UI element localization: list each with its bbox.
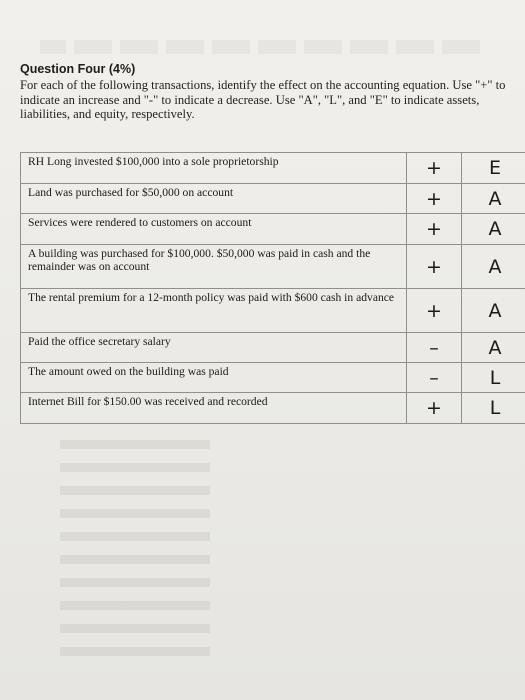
table-row xyxy=(21,184,525,214)
transaction-text: The amount owed on the building was paid xyxy=(21,363,407,393)
question-instructions: For each of the following transactions, identify the effect on the accounting equation. Use "+" to indicate an increase and "-" to indicate a decrease. Use "A", "L", and "E" to indicate assets, liabilities, and equity, respectively. xyxy=(20,78,506,121)
transaction-text: The rental premium for a 12-month policy was paid with $600 cash in advance xyxy=(21,289,407,333)
transactions-table xyxy=(20,152,525,424)
element-cell: E xyxy=(462,153,525,184)
table-row xyxy=(21,214,525,245)
element-cell: A xyxy=(462,184,525,214)
question-title: Question Four (4%) xyxy=(20,62,136,76)
transaction-text: Paid the office secretary salary xyxy=(21,333,407,363)
transaction-text: RH Long invested $100,000 into a sole proprietorship xyxy=(21,153,407,184)
table-row xyxy=(21,333,525,363)
element-cell: L xyxy=(462,393,525,424)
element-cell: A xyxy=(462,289,525,333)
effect-cell: + xyxy=(407,245,462,289)
element-cell: A xyxy=(462,245,525,289)
effect-cell: + xyxy=(407,184,462,214)
element-cell: A xyxy=(462,214,525,245)
table-row xyxy=(21,289,525,333)
transaction-text: A building was purchased for $100,000. $50,000 was paid in cash and the remainder was on account xyxy=(21,245,407,289)
effect-cell: – xyxy=(407,333,462,363)
transaction-text: Services were rendered to customers on account xyxy=(21,214,407,245)
element-cell: L xyxy=(462,363,525,393)
transaction-text: Internet Bill for $150.00 was received and recorded xyxy=(21,393,407,424)
table-row xyxy=(21,363,525,393)
element-cell: A xyxy=(462,333,525,363)
table-row xyxy=(21,245,525,289)
effect-cell: – xyxy=(407,363,462,393)
effect-cell: + xyxy=(407,214,462,245)
bleed-through-list xyxy=(60,440,210,670)
transaction-text: Land was purchased for $50,000 on account xyxy=(21,184,407,214)
effect-cell: + xyxy=(407,393,462,424)
effect-cell: + xyxy=(407,153,462,184)
bleed-through-band xyxy=(40,40,480,54)
effect-cell: + xyxy=(407,289,462,333)
table-row xyxy=(21,153,525,184)
table-row xyxy=(21,393,525,424)
